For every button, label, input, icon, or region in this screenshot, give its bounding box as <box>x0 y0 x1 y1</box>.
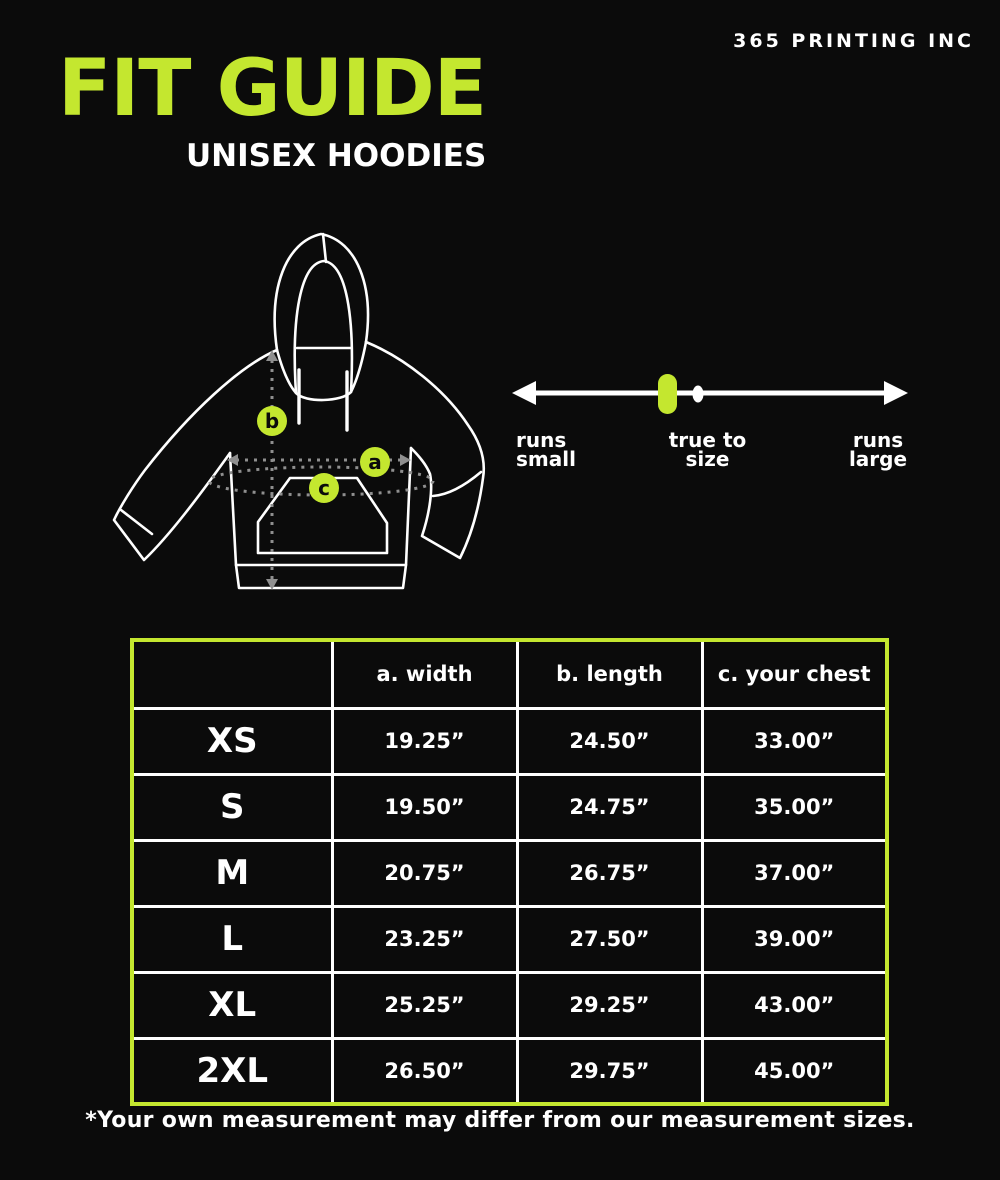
size-label: 2XL <box>132 1038 332 1104</box>
chest-value: 39.00” <box>702 906 887 972</box>
scale-tick-dot <box>693 386 704 403</box>
size-label: XS <box>132 708 332 774</box>
marker-a-letter: a <box>368 450 382 474</box>
table-header-row <box>132 640 887 708</box>
hoodie-outline <box>114 234 484 588</box>
scale-arrow-line <box>512 381 908 405</box>
size-label: S <box>132 774 332 840</box>
scale-right-arrowhead <box>884 381 908 405</box>
header-width: a. width <box>332 640 517 708</box>
table-row-s <box>132 774 887 840</box>
width-value: 25.25” <box>332 972 517 1038</box>
size-label: XL <box>132 972 332 1038</box>
table-row-l <box>132 906 887 972</box>
length-value: 24.50” <box>517 708 702 774</box>
table-row-m <box>132 840 887 906</box>
corner-cell <box>132 640 332 708</box>
header-length: b. length <box>517 640 702 708</box>
size-table <box>130 638 889 1106</box>
width-value: 19.25” <box>332 708 517 774</box>
length-value: 29.75” <box>517 1038 702 1104</box>
length-value: 26.75” <box>517 840 702 906</box>
scale-left-arrowhead <box>512 381 536 405</box>
length-value: 24.75” <box>517 774 702 840</box>
width-value: 19.50” <box>332 774 517 840</box>
table-row-2xl <box>132 1038 887 1104</box>
hoodie-measurement-diagram <box>100 220 520 620</box>
marker-b-letter: b <box>264 409 280 433</box>
brand-name: 365 PRINTING INC <box>733 30 974 52</box>
table-row-xs <box>132 708 887 774</box>
scale-label-true-to-size: true to size <box>668 428 747 471</box>
width-value: 26.50” <box>332 1038 517 1104</box>
size-label: L <box>132 906 332 972</box>
header-chest: c. your chest <box>702 640 887 708</box>
length-value: 27.50” <box>517 906 702 972</box>
width-value: 20.75” <box>332 840 517 906</box>
length-value: 29.25” <box>517 972 702 1038</box>
width-value: 23.25” <box>332 906 517 972</box>
page-subtitle: UNISEX HOODIES <box>186 138 487 174</box>
chest-value: 45.00” <box>702 1038 887 1104</box>
page-title: FIT GUIDE <box>58 44 487 134</box>
scale-label-runs-large: runs large <box>848 428 908 471</box>
fit-scale <box>500 363 920 425</box>
measurement-guides <box>209 360 433 580</box>
chest-value: 33.00” <box>702 708 887 774</box>
marker-c-letter: c <box>318 476 330 500</box>
scale-label-runs-small: runs small <box>516 428 576 471</box>
chest-value: 43.00” <box>702 972 887 1038</box>
footnote: *Your own measurement may differ from our measurement sizes. <box>85 1108 915 1133</box>
size-label: M <box>132 840 332 906</box>
table-row-xl <box>132 972 887 1038</box>
chest-value: 37.00” <box>702 840 887 906</box>
diagram-markers <box>257 406 390 503</box>
chest-value: 35.00” <box>702 774 887 840</box>
scale-marker <box>658 374 677 414</box>
